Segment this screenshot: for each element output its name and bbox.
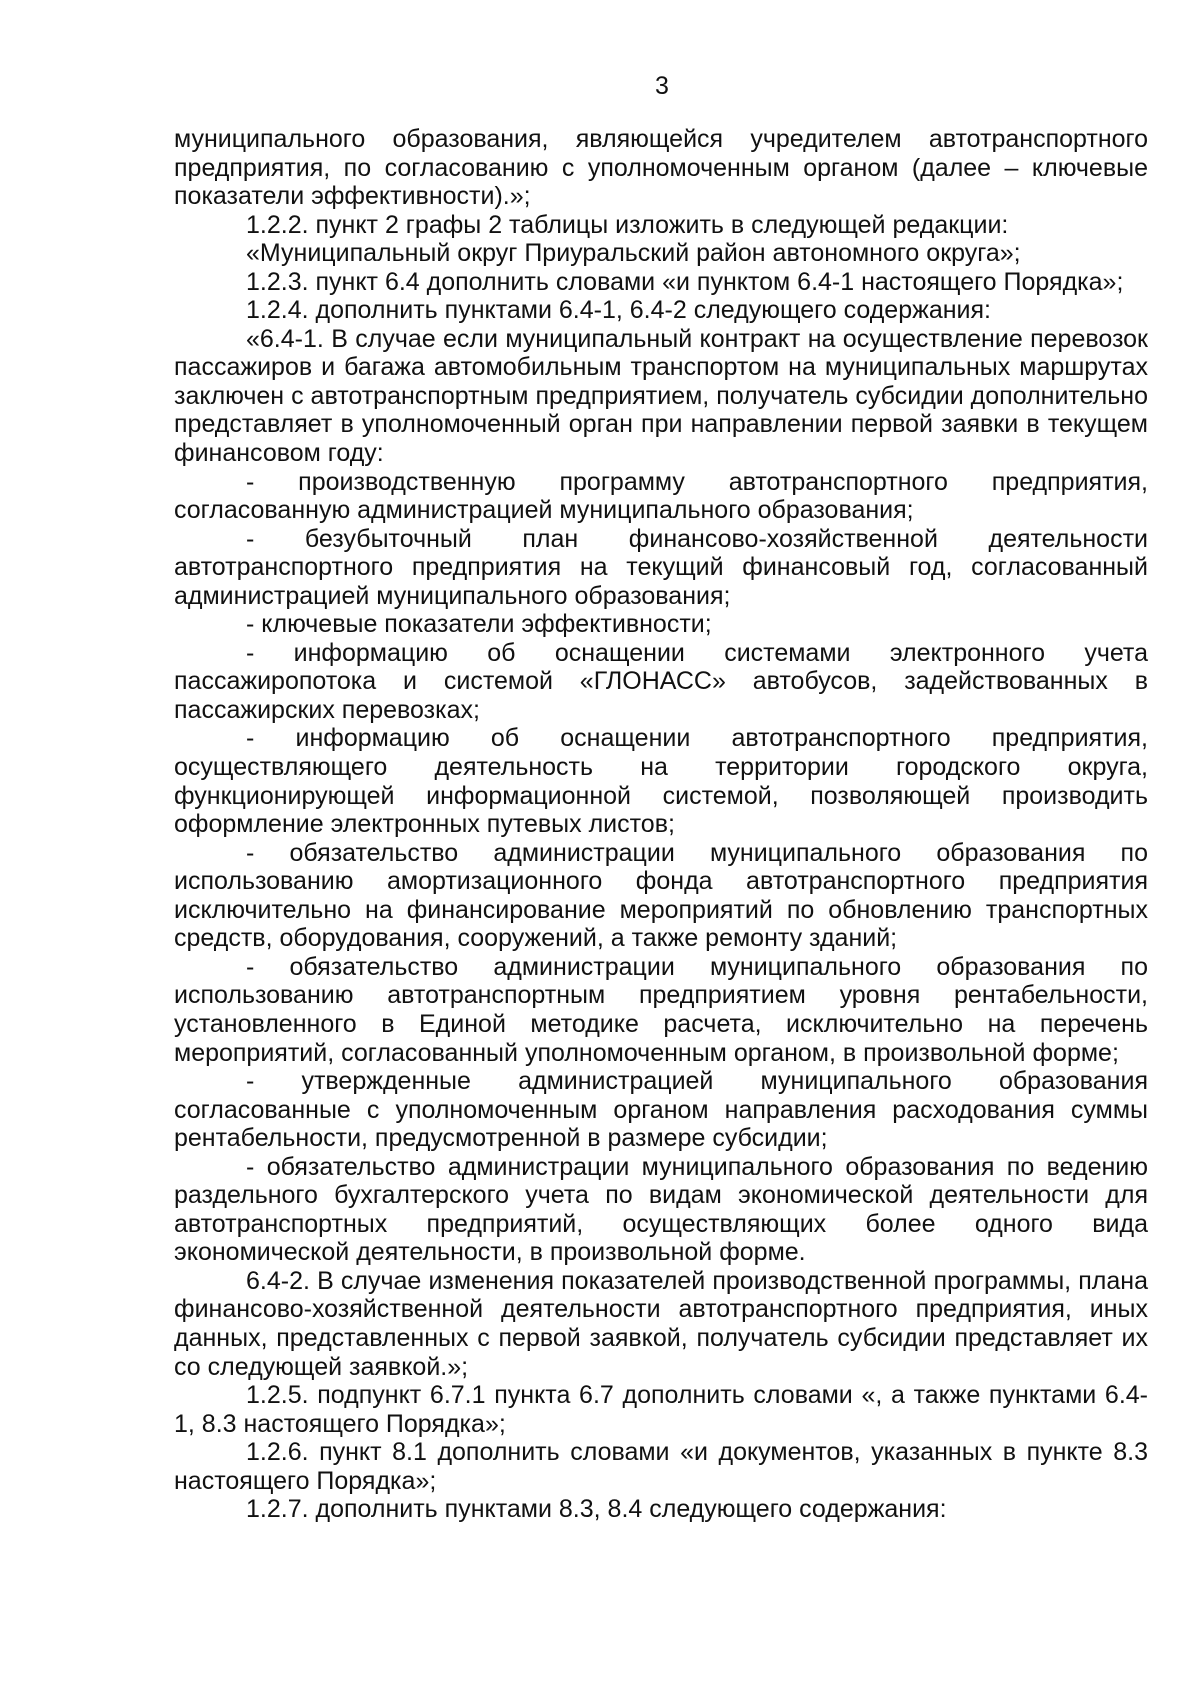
- page-number: 3: [655, 72, 669, 100]
- paragraph: 6.4-2. В случае изменения показателей производственной программы, плана финансово-хозяйственной деятельности автотранспортного предприятия, иных данных, представленных с первой заявкой, получатель субсидии представляет их со следующей заявкой.»;: [174, 1266, 1148, 1381]
- paragraph: 1.2.6. пункт 8.1 дополнить словами «и документов, указанных в пункте 8.3 настоящего Порядка»;: [174, 1438, 1148, 1495]
- list-item: - обязательство администрации муниципального образования по использованию автотранспортным предприятием уровня рентабельности, установленного в Единой методике расчета, исключительно на перечень мероприятий, согласованный уполномоченным органом, в произвольной форме;: [174, 952, 1148, 1067]
- paragraph: 1.2.4. дополнить пунктами 6.4-1, 6.4-2 следующего содержания:: [246, 296, 991, 325]
- list-item: - информацию об оснащении автотранспортного предприятия, осуществляющего деятельность на территории городского округа, функционирующей информационной системой, позволяющей производить оформление электронных путевых листов;: [174, 724, 1148, 839]
- paragraph: «Муниципальный округ Приуральский район автономного округа»;: [246, 239, 1021, 268]
- list-item: - обязательство администрации муниципального образования по ведению раздельного бухгалтерского учета по видам экономической деятельности для автотранспортных предприятий, осуществляющих более одного вида экономической деятельности, в произвольной форме.: [174, 1152, 1148, 1267]
- paragraph: 1.2.5. подпункт 6.7.1 пункта 6.7 дополнить словами «, а также пунктами 6.4-1, 8.3 настоящего Порядка»;: [174, 1381, 1148, 1438]
- list-item: - производственную программу автотранспортного предприятия, согласованную администрацией муниципального образования;: [174, 467, 1148, 525]
- document-body: [174, 125, 1148, 1524]
- list-item: - утвержденные администрацией муниципального образования согласованные с уполномоченным органом направления расходования суммы рентабельности, предусмотренной в размере субсидии;: [174, 1067, 1148, 1153]
- paragraph: 1.2.2. пункт 2 графы 2 таблицы изложить в следующей редакции:: [246, 210, 1009, 239]
- list-item: - информацию об оснащении системами электронного учета пассажиропотока и системой «ГЛОНАСС» автобусов, задействованных в пассажирских перевозках;: [174, 638, 1148, 724]
- list-item: - обязательство администрации муниципального образования по использованию амортизационного фонда автотранспортного предприятия исключительно на финансирование мероприятий по обновлению транспортных средств, оборудования, сооружений, а также ремонту зданий;: [174, 838, 1148, 953]
- paragraph: муниципального образования, являющейся учредителем автотранспортного предприятия, по согласованию с уполномоченным органом (далее – ключевые показатели эффективности).»;: [174, 125, 1148, 211]
- paragraph: 1.2.7. дополнить пунктами 8.3, 8.4 следующего содержания:: [246, 1495, 947, 1524]
- paragraph: «6.4-1. В случае если муниципальный контракт на осуществление перевозок пассажиров и багажа автомобильным транспортом на муниципальных маршрутах заключен с автотранспортным предприятием, получатель субсидии дополнительно представляет в уполномоченный орган при направлении первой заявки в текущем финансовом году:: [174, 324, 1148, 468]
- paragraph: 1.2.3. пункт 6.4 дополнить словами «и пунктом 6.4-1 настоящего Порядка»;: [246, 267, 1124, 296]
- list-item: - ключевые показатели эффективности;: [246, 610, 712, 639]
- list-item: - безубыточный план финансово-хозяйственной деятельности автотранспортного предприятия на текущий финансовый год, согласованный администрацией муниципального образования;: [174, 524, 1148, 610]
